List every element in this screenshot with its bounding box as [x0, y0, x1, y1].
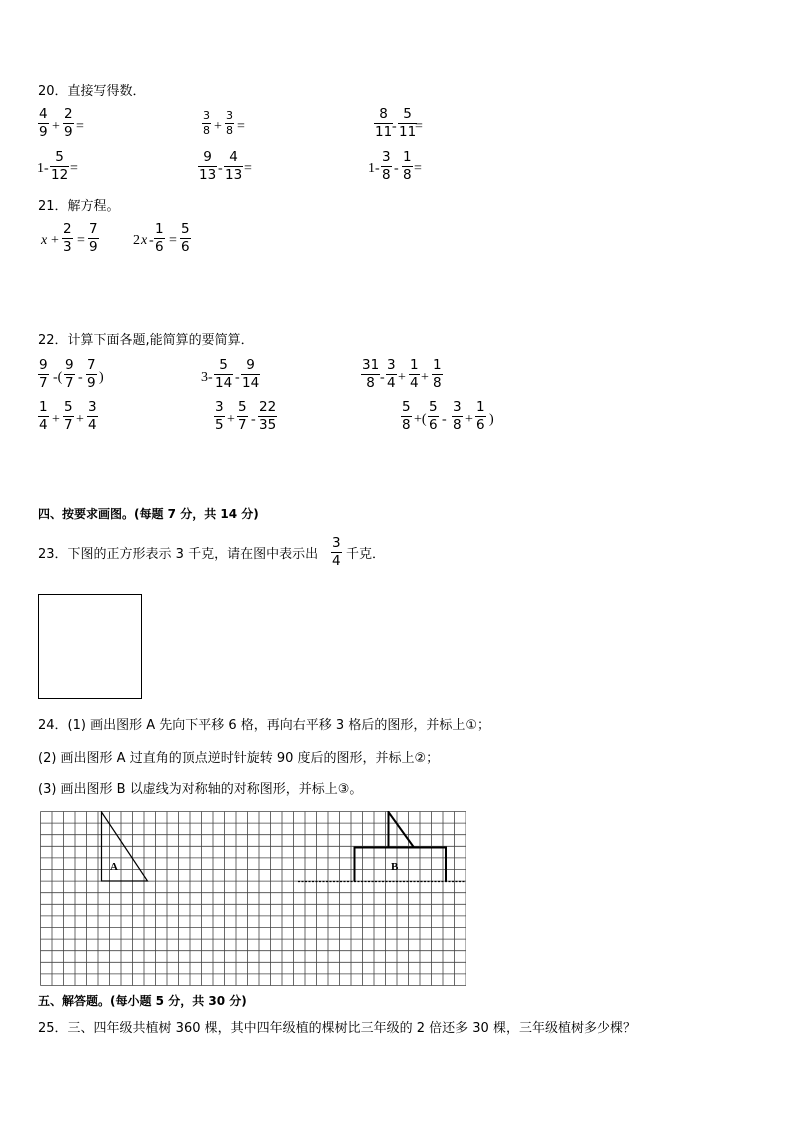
q22-e1-b: 9 7 [65, 357, 74, 391]
q20-1-a: 4 9 [39, 106, 48, 140]
q20-3-op: - [392, 119, 397, 134]
q23-text-post: 千克． [346, 547, 386, 562]
q21-eq1-plus: + [51, 233, 59, 248]
q22-e6-d: 1 6 [476, 399, 485, 433]
q21-eq2-minus: - [149, 233, 154, 248]
q20-4-a: 5 12 [51, 149, 69, 183]
q20-3-b: 5 11 [399, 106, 417, 140]
q21-eq1-b: 7 9 [89, 221, 98, 255]
q22-e3-d: 1 8 [433, 357, 442, 391]
q21-eq1-a: 2 3 [63, 221, 72, 255]
q24-line1: 24．(1) 画出图形 A 先向下平移 6 格，再向右平移 3 格后的图形，并标上①； [38, 718, 490, 733]
q22-e4-o1: + [52, 412, 60, 427]
q20-5-op: - [218, 161, 223, 176]
q22-e2-lead: 3- [201, 370, 213, 385]
q20-6-eq: = [414, 161, 422, 176]
q22-e3-o3: + [421, 370, 429, 385]
q24-line3: (3) 画出图形 B 以虚线为对称轴的对称图形，并标上③。 [38, 782, 363, 797]
drawing-grid [40, 811, 466, 986]
q22-e3-b: 3 4 [387, 357, 396, 391]
q22-e2-b: 9 14 [242, 357, 260, 391]
q22-e2-o1: - [235, 370, 240, 385]
q21-eq1-var: x [41, 233, 48, 248]
q21-eq2-a: 1 6 [155, 221, 164, 255]
q20-1-op: + [52, 119, 60, 134]
q20-3-a: 8 11 [375, 106, 393, 140]
q22-e4-o2: + [76, 412, 84, 427]
q25-question: 25．三、四年级共植树 360 棵，其中四年级植的棵树比三年级的 2 倍还多 30 棵，三年级植树多少棵？ [38, 1021, 636, 1036]
q22-e3-o1: - [380, 370, 385, 385]
q20-5-b: 4 13 [225, 149, 243, 183]
q22-e1-close: ) [99, 370, 104, 385]
q20-1-b: 2 9 [64, 106, 73, 140]
q20-5-eq: = [244, 161, 252, 176]
q22-e3-c: 1 4 [410, 357, 419, 391]
q21-eq2-eq: = [169, 233, 177, 248]
q20-4-lead: 1- [37, 161, 49, 176]
q22-e4-c: 3 4 [88, 399, 97, 433]
section5-heading: 五、解答题。(每小题 5 分，共 30 分) [38, 994, 247, 1008]
q20-6-a: 3 8 [382, 149, 391, 183]
q22-e2-a: 5 14 [215, 357, 233, 391]
q22-e4-b: 5 7 [64, 399, 73, 433]
q22-e6-b: 5 6 [429, 399, 438, 433]
q20-4-eq: = [70, 161, 78, 176]
q20-5-a: 9 13 [199, 149, 217, 183]
q20-6-lead: 1- [368, 161, 380, 176]
q22-e1-o1: -( [53, 370, 63, 385]
figure-b-label: B [391, 861, 399, 873]
figure-b-triangle [389, 812, 415, 848]
q22-e3-a: 31 8 [362, 357, 380, 391]
figure-a-label: A [110, 861, 118, 873]
q21-eq1-eq: = [77, 233, 85, 248]
q20-1-eq: = [76, 119, 84, 134]
q22-e5-o2: - [251, 412, 256, 427]
q24-line2: (2) 画出图形 A 过直角的顶点逆时针旋转 90 度后的图形，并标上②； [38, 751, 440, 766]
q22-e1-c: 7 9 [87, 357, 96, 391]
q22-e3-o2: + [398, 370, 406, 385]
q22-e6-o3: + [465, 412, 473, 427]
q21-eq2-var: x [141, 233, 148, 248]
q21-eq2-b: 5 6 [181, 221, 190, 255]
q22-e1-o2: - [78, 370, 83, 385]
section4-heading: 四、按要求画图。(每题 7 分，共 14 分) [38, 507, 259, 521]
q20-3-eq: = [415, 119, 423, 134]
q22-e5-b: 5 7 [238, 399, 247, 433]
q22-e1-a: 9 7 [39, 357, 48, 391]
q22-e6-c: 3 8 [453, 399, 462, 433]
q20-6-op: - [394, 161, 399, 176]
q23-fraction: 3 4 [332, 535, 341, 569]
q21-title: 21．解方程。 [38, 199, 120, 214]
q22-e5-a: 3 5 [215, 399, 224, 433]
q22-e4-a: 1 4 [39, 399, 48, 433]
q22-e5-c: 22 35 [259, 399, 277, 433]
q22-title: 22．计算下面各题,能简算的要简算． [38, 333, 254, 348]
q22-e6-o1: +( [414, 412, 427, 427]
q20-6-b: 1 8 [403, 149, 412, 183]
q22-e6-close: ) [489, 412, 494, 427]
q20-2-eq: = [237, 119, 245, 134]
square-figure [38, 594, 142, 699]
q21-eq2-coef: 2 [133, 233, 140, 248]
q22-e5-o1: + [227, 412, 235, 427]
q20-2-a: 3 8 [203, 109, 210, 137]
q22-e6-a: 5 8 [402, 399, 411, 433]
q20-2-op: + [214, 119, 222, 134]
q20-title: 20．直接写得数． [38, 84, 146, 99]
figure-b [355, 848, 447, 882]
q22-e6-o2: - [442, 412, 447, 427]
q20-2-b: 3 8 [226, 109, 233, 137]
q23-text-pre: 23．下图的正方形表示 3 千克，请在图中表示出 [38, 547, 319, 562]
